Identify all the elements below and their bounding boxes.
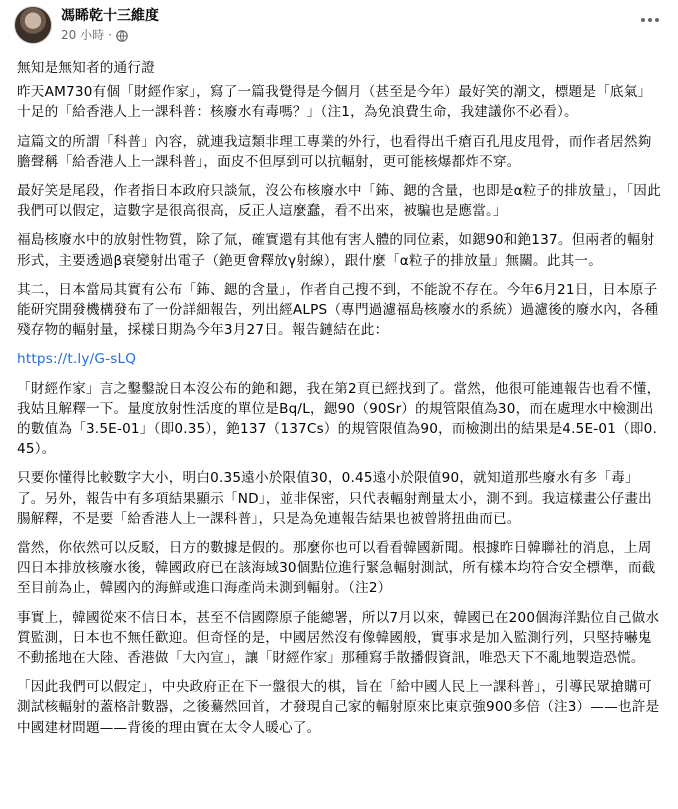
- separator-dot: ·: [108, 28, 112, 42]
- report-link[interactable]: [17, 349, 665, 369]
- post-meta: [61, 7, 159, 43]
- author-name[interactable]: 馮睎乾十三維度: [61, 8, 159, 24]
- post-paragraph: 無知是無知者的通行證: [17, 60, 155, 76]
- post-paragraph: 最好笑是尾段，作者指日本政府只談氚，沒公布核廢水中「鈽、鍶的含量，也即是α粒子的排放量」，「因此我們可以假定，這數字是很高很高，反正人這麼蠢，看不出來，被騙也是應當。」: [17, 183, 661, 220]
- post-paragraph: 其二，日本當局其實有公布「鈽、鍶的含量」，作者自己搜不到，不能說不存在。今年6月21日，日本原子能研究開發機構發布了一份詳細報告，列出經ALPS（專門過濾福島核廢水的系統）過濾後的廢水內，各種殘存物的輻射量，採樣日期為今年3月27日。報告鏈結在此：: [17, 281, 659, 339]
- post-paragraph: 「因此我們可以假定」，中央政府正在下一盤很大的棋，旨在「給中國人民上一課科普」，引導民眾搶購可測試核輻射的蓋格計數器，之後驀然回首，才發現自己家的輻射原來比東京強900多倍（注3）——也許是中國建材問題——背後的理由實在太令人暖心了。: [17, 679, 660, 736]
- post-paragraph: 這篇文的所謂「科普」內容，就連我這類非理工專業的外行，也看得出千瘡百孔甩皮甩骨，而作者居然夠膽聲稱「給香港人上一課科普」，面皮不但厚到可以抗輻射，更可能核爆都炸不穿。: [17, 133, 652, 170]
- post-paragraph: 當然，你依然可以反駁，日方的數據是假的。那麼你也可以看看韓國新聞。根據昨日韓聯社的消息，上周四日本排放核廢水後，韓國政府已在該海域30個點位進行緊急輻射測試，所有樣本均符合安全標準，而截至目前為止，韓國內的海鮮或進口海產尚未測到輻射。（注2）: [17, 540, 656, 597]
- post-paragraph: 事實上，韓國從來不信日本，甚至不信國際原子能總署，所以7月以來，韓國已在200個海洋點位自己做水質監測，日本也不無任歡迎。但奇怪的是，中國居然沒有像韓國般，實事求是加入監測行列，只堅持嚇鬼不動搖地在大陸、香港做「大內宣」，讓「財經作家」那種寫手散播假資訊，唯恐天下不亂地製造恐慌。: [17, 609, 660, 667]
- post-paragraph: 福島核廢水中的放射性物質，除了氚，確實還有其他有害人體的同位素，如鍶90和銫137。但兩者的輻射形式，主要透過β衰變射出電子（銫更會釋放γ射線），跟什麼「α粒子的排放量」無關。此其一。: [17, 232, 655, 269]
- report-link-text[interactable]: https://t.ly/G-sLQ: [17, 351, 137, 368]
- more-options-icon[interactable]: [636, 10, 664, 30]
- post-subline: [61, 28, 159, 43]
- post-paragraph: 只要你懂得比較數字大小，明白0.35遠小於限值30，0.45遠小於限值90，就知道那些廢水有多「毒」了。另外，報告中有多項結果顯示「ND」，並非保密，只代表輻射劑量太小，測不到。我這樣畫公仔畫出腸解釋，不是要「給香港人上一課科普」，只是為免連報告結果也被曾將扭曲而已。: [17, 470, 652, 527]
- post-header: [14, 6, 159, 44]
- post-paragraph: 昨天AM730有個「財經作家」，寫了一篇我覺得是今個月（甚至是今年）最好笑的潮文，標題是「底氣」十足的「給香港人上一課科普：核廢水有毒嗎？」（注1，為免浪費生命，我建議你不必看）。: [17, 84, 652, 121]
- post-paragraph: 「財經作家」言之鑿鑿說日本沒公布的銫和鍶，我在第2頁已經找到了。當然，他很可能連報告也看不懂，我姑且解釋一下。量度放射性活度的單位是Bq/L，鍶90（90Sr）的規管限值為30，而在處理水中檢測出的數值為「3.5E-01」（即0.35），銫137（137Cs）的規管限值為90，而檢測出的結果是4.5E-01（即0.45）。: [17, 380, 661, 458]
- globe-icon[interactable]: [116, 30, 128, 42]
- post-body: [17, 58, 665, 747]
- avatar[interactable]: [14, 6, 52, 44]
- post-timestamp[interactable]: 20 小時: [61, 28, 105, 42]
